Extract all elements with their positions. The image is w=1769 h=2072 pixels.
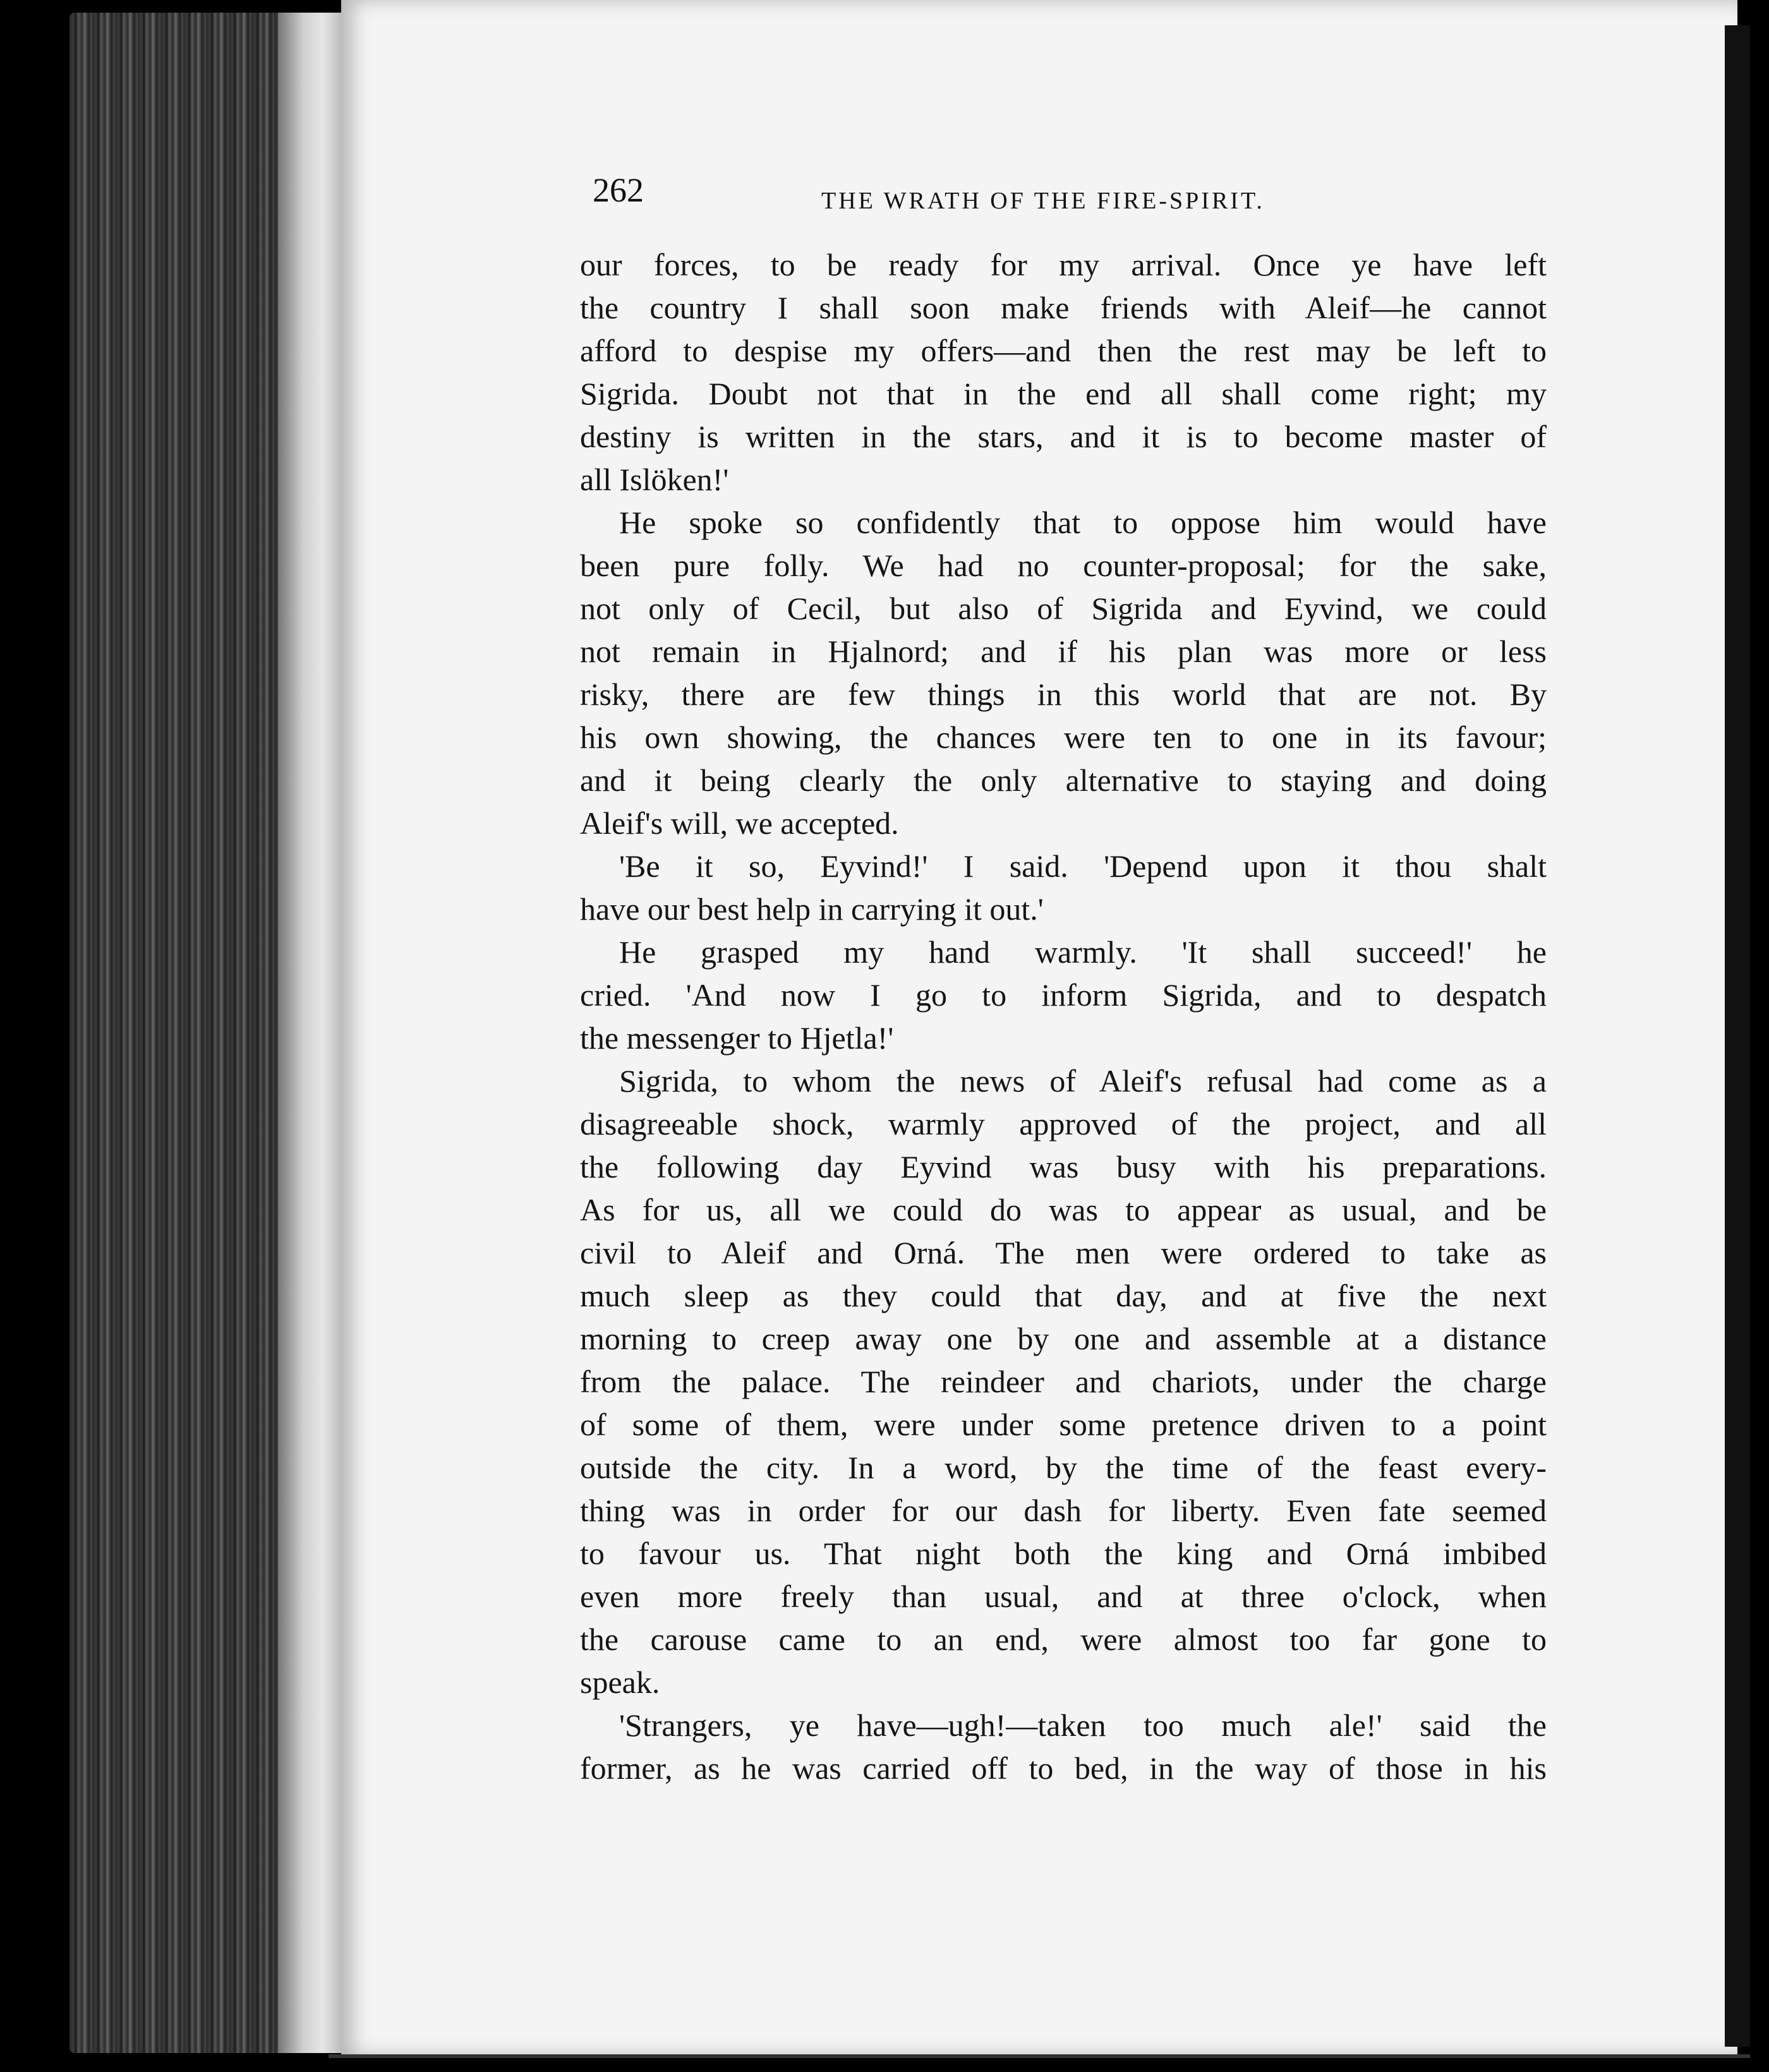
text-line: even more freely than usual, and at three o'clock, when: [580, 1579, 1547, 1614]
text-line: He spoke so confidently that to oppose him would have: [619, 505, 1547, 540]
text-line: afford to despise my offers—and then the rest may be left to: [580, 333, 1547, 368]
text-line: speak.: [580, 1665, 660, 1700]
text-line: have our best help in carrying it out.': [580, 891, 1044, 927]
text-line: the following day Eyvind was busy with his preparations.: [580, 1149, 1547, 1184]
text-line: Aleif's will, we accepted.: [580, 805, 899, 841]
text-line: civil to Aleif and Orná. The men were ordered to take as: [580, 1235, 1547, 1270]
text-line: the carouse came to an end, were almost too far gone to: [580, 1622, 1547, 1657]
running-title: THE WRATH OF THE FIRE-SPIRIT.: [821, 188, 1265, 214]
text-line: outside the city. In a word, by the time of the feast every-: [580, 1450, 1547, 1485]
text-line: Sigrida. Doubt not that in the end all shall come right; my: [580, 376, 1547, 411]
text-line: 'Be it so, Eyvind!' I said. 'Depend upon it thou shalt: [619, 848, 1547, 884]
text-line: our forces, to be ready for my arrival. Once ye have left: [580, 247, 1547, 282]
page-number: 262: [593, 171, 644, 209]
page-gutter: [278, 13, 341, 2053]
text-line: much sleep as they could that day, and at five the next: [580, 1278, 1547, 1313]
text-line: cried. 'And now I go to inform Sigrida, and to despatch: [580, 977, 1547, 1013]
text-line: not remain in Hjalnord; and if his plan was more or less: [580, 634, 1547, 669]
text-line: disagreeable shock, warmly approved of the project, and all: [580, 1106, 1547, 1141]
text-line: the country I shall soon make friends with Aleif—he cannot: [580, 290, 1547, 325]
body-text: [580, 243, 1547, 1790]
text-line: of some of them, were under some pretence driven to a point: [580, 1407, 1547, 1442]
text-line: former, as he was carried off to bed, in the way of those in his: [580, 1750, 1547, 1786]
text-line: his own showing, the chances were ten to one in its favour;: [580, 720, 1547, 755]
text-line: not only of Cecil, but also of Sigrida and Eyvind, we could: [580, 591, 1547, 626]
right-page-shadow: [1725, 25, 1750, 2047]
text-line: the messenger to Hjetla!': [580, 1020, 894, 1056]
text-line: been pure folly. We had no counter-proposal; for the sake,: [580, 548, 1547, 583]
text-line: risky, there are few things in this world that are not. By: [580, 677, 1547, 712]
text-line: and it being clearly the only alternative to staying and doing: [580, 762, 1547, 798]
text-line: all Islöken!': [580, 462, 729, 497]
page-bottom-edge: [329, 2054, 1750, 2058]
text-line: As for us, all we could do was to appear as usual, and be: [580, 1192, 1547, 1227]
text-line: morning to creep away one by one and assemble at a distance: [580, 1321, 1547, 1356]
text-line: Sigrida, to whom the news of Aleif's refusal had come as a: [619, 1063, 1547, 1099]
text-line: from the palace. The reindeer and chariots, under the charge: [580, 1364, 1547, 1399]
text-line: thing was in order for our dash for liberty. Even fate seemed: [580, 1493, 1547, 1528]
text-line: 'Strangers, ye have—ugh!—taken too much ale!' said the: [619, 1708, 1547, 1743]
text-line: He grasped my hand warmly. 'It shall succeed!' he: [619, 934, 1547, 970]
text-line: to favour us. That night both the king and Orná imbibed: [580, 1536, 1547, 1571]
text-line: destiny is written in the stars, and it is to become master of: [580, 419, 1547, 454]
